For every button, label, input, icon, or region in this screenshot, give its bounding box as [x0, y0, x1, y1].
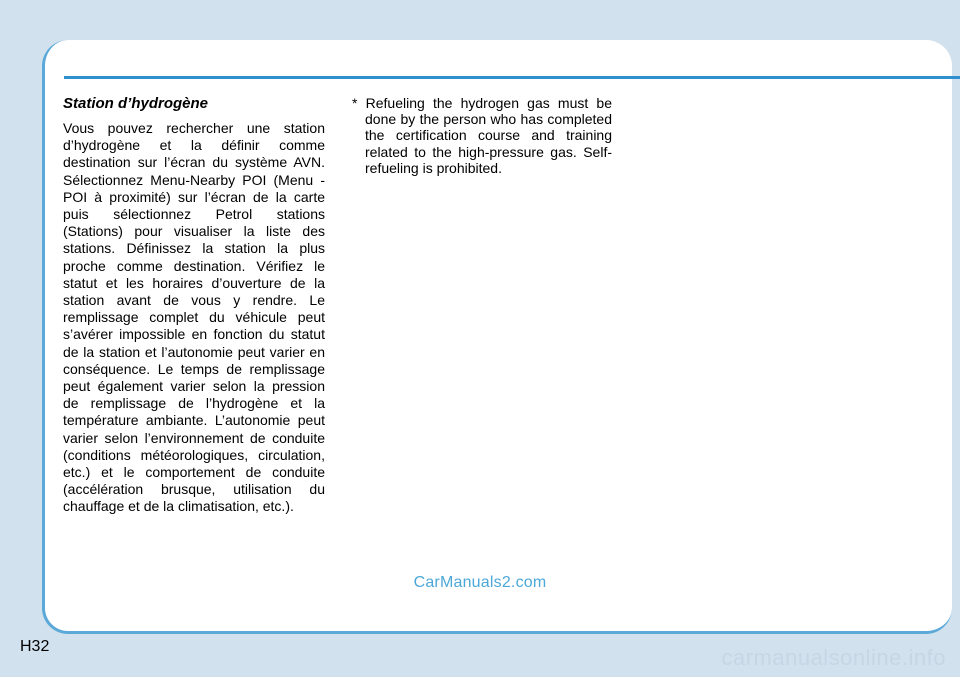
right-column	[352, 95, 612, 176]
footer-watermark: carmanualsonline.info	[721, 645, 946, 670]
top-rule-divider	[64, 76, 960, 79]
page-number: H32	[20, 638, 50, 655]
left-column	[63, 95, 325, 516]
section-body: Vous pouvez rechercher une station d’hydrogène et la définir comme destination sur l’écran du système AVN. Sélectionnez Menu-Nearby POI (Menu - POI à proximité) sur l’écran de la carte puis sélectionnez Petrol stations (Stations) pour visualiser la liste des stations. Définissez la station la plus proche comme destination. Vérifiez le statut et les horaires d’ouverture de la station avant de vous y rendre. Le remplissage complet du véhicule peut s’avérer impossible en fonction du statut de la station et l’autonomie peut varier en conséquence. Le temps de remplissage peut également varier selon la pression de remplissage de l’hydrogène et la température ambiante. L’autonomie peut varier selon l’environnement de conduite (conditions météorologiques, circulation, etc.) et le comportement de conduite (accélération brusque, utilisation du chauffage et de la climatisation, etc.).	[63, 120, 325, 515]
section-heading: Station d’hydrogène	[63, 95, 209, 112]
safety-note: * Refueling the hydrogen gas must be done by the person who has completed the certification course and training related to the high-pressure gas. Self-refueling is prohibited.	[352, 95, 612, 176]
site-watermark-link[interactable]: CarManuals2.com	[413, 574, 547, 591]
